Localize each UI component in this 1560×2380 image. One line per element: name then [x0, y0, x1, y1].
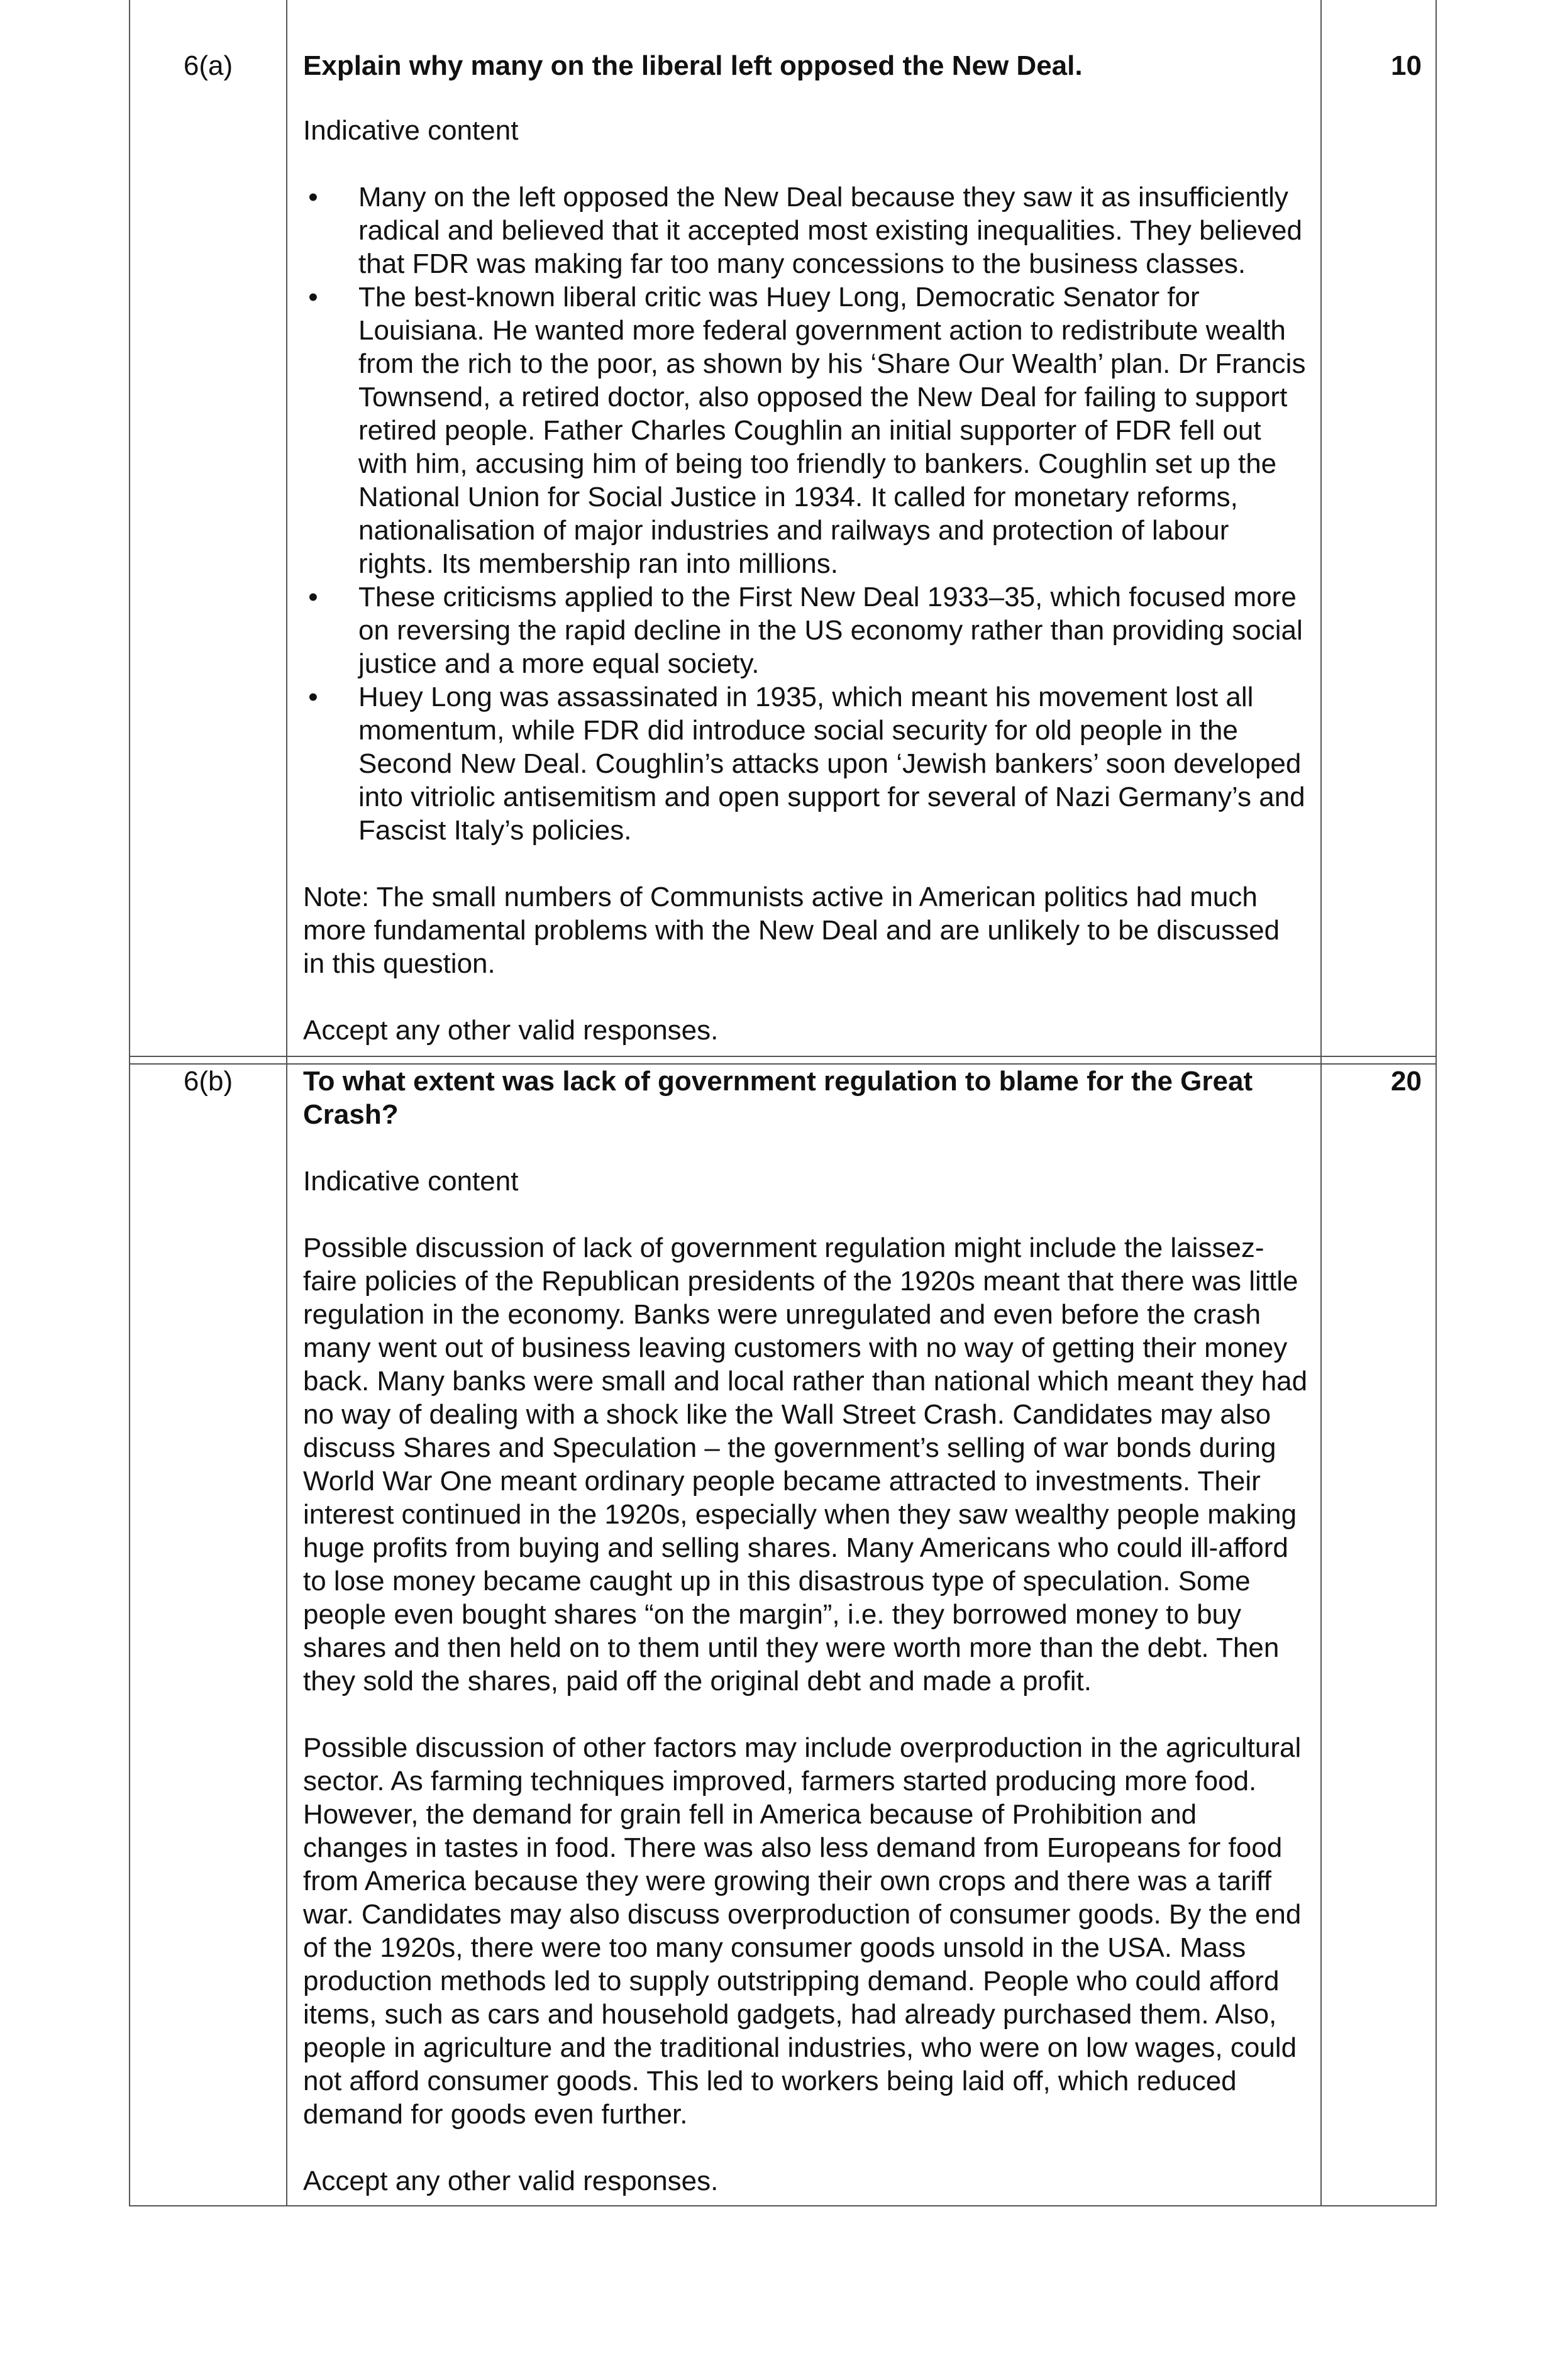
mark-scheme-table — [129, 0, 1437, 2206]
question-text: Explain why many on the liberal left opposed the New Deal. — [303, 50, 1083, 81]
bullet-dot-icon: • — [308, 582, 318, 612]
bullet-item: • The best-known liberal critic was Huey Long, Democratic Senator for Louisiana. He wanted more federal government action to redistribute wealth from the rich to the poor, as shown by his ‘Share Our Wealth’ plan. Dr Francis Townsend, a retired doctor, also opposed the New Deal for failing to support retired people. Father Charles Coughlin an initial supporter of FDR fell out with him, accusing him of being too friendly to bankers. Coughlin set up the National Union for Social Justice in 1934. It called for monetary reforms, nationalisation of major industries and railways and protection of labour rights. Its membership ran into millions. — [303, 280, 1308, 580]
row-separator — [129, 1057, 1437, 1065]
note-paragraph: Note: The small numbers of Communists active in American politics had much more fundamental problems with the New Deal and are unlikely to be discussed in this question. — [303, 882, 1280, 979]
closing-line: Accept any other valid responses. — [303, 2166, 719, 2196]
answer-guidance — [286, 0, 1320, 1057]
discussion-paragraph: Possible discussion of other factors may include overproduction in the agricultural sector. As farming techniques improved, farmers started producing more food. However, the demand for grain fell in America because of Prohibition and changes in tastes in food. There was also less demand from Europeans for food from America because they were growing their own crops and there was a tariff war. Candidates may also discuss overproduction of consumer goods. By the end of the 1920s, there were too many consumer goods unsold in the USA. Mass production methods led to supply outstripping demand. People who could afford items, such as cars and household gadgets, had already purchased them. Also, people in agriculture and the traditional industries, who were on low wages, could not afford consumer goods. This led to workers being laid off, which reduced demand for goods even further. — [303, 1732, 1302, 2130]
marks-value: 20 — [1320, 1065, 1437, 2206]
indicative-content-heading: Indicative content — [303, 1166, 519, 1197]
question-text: To what extent was lack of government regulation to blame for the Great Crash? — [303, 1066, 1253, 1130]
bullet-item: • Huey Long was assassinated in 1935, which meant his movement lost all momentum, while FDR did introduce social security for old people in the Second New Deal. Coughlin’s attacks upon ‘Jewish bankers’ soon developed into vitriolic antisemitism and open support for several of Nazi Germany’s and Fascist Italy’s policies. — [303, 680, 1308, 847]
question-number: 6(b) — [129, 1065, 286, 2206]
discussion-paragraph: Possible discussion of lack of government regulation might include the laissez-faire policies of the Republican presidents of the 1920s meant that there was little regulation in the economy. Banks were unregulated and even before the crash many went out of business leaving customers with no way of getting their money back. Many banks were small and local rather than national which meant they had no way of dealing with a shock like the Wall Street Crash. Candidates may also discuss Shares and Speculation – the government’s selling of war bonds during World War One meant ordinary people became attracted to investments. Their interest continued in the 1920s, especially when they saw wealthy people making huge profits from buying and selling shares. Many Americans who could ill-afford to lose money became caught up in this disastrous type of speculation. Some people even bought shares “on the margin”, i.e. they borrowed money to buy shares and then held on to them until they were worth more than the debt. Then they sold the shares, paid off the original debt and made a profit. — [303, 1232, 1308, 1696]
bullet-item: • These criticisms applied to the First New Deal 1933–35, which focused more on reversing the rapid decline in the US economy rather than providing social justice and a more equal society. — [303, 580, 1308, 680]
question-number: 6(a) — [129, 0, 286, 1057]
answer-guidance — [286, 1065, 1320, 2206]
bullet-item: • Many on the left opposed the New Deal because they saw it as insufficiently radical and believed that it accepted most existing inequalities. They believed that FDR was making far too many concessions to the business classes. — [303, 180, 1308, 280]
question-row-6a — [129, 0, 1437, 1057]
marks-value: 10 — [1320, 0, 1437, 1057]
bullet-dot-icon: • — [308, 282, 318, 313]
bullet-dot-icon: • — [308, 182, 318, 213]
closing-line: Accept any other valid responses. — [303, 1015, 719, 1046]
question-row-6b — [129, 1065, 1437, 2206]
bullet-dot-icon: • — [308, 682, 318, 712]
indicative-content-heading: Indicative content — [303, 115, 519, 146]
bullet-list — [303, 180, 1308, 847]
